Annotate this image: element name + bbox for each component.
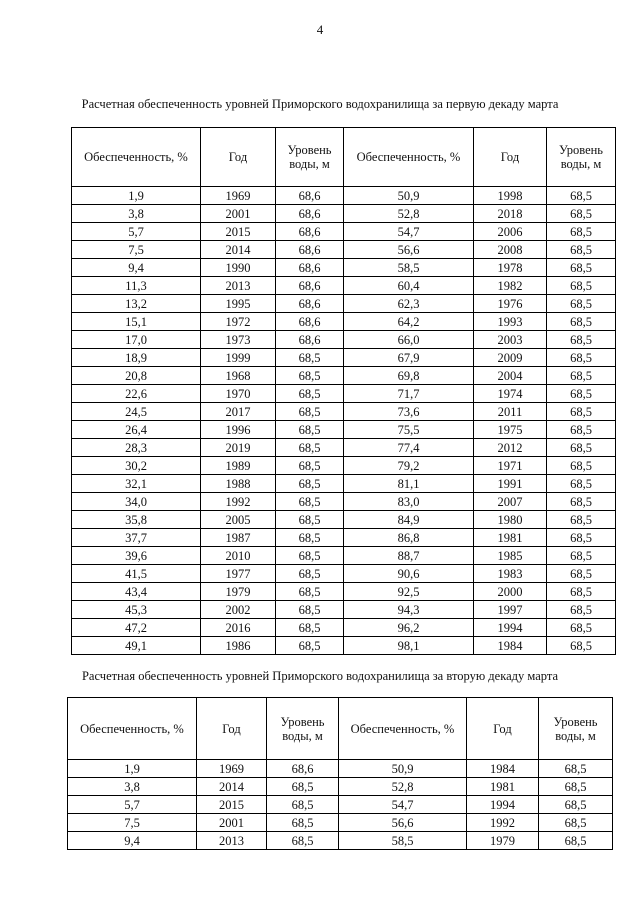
table2-cell: 68,5: [267, 832, 339, 850]
table2-cell: 5,7: [68, 796, 197, 814]
table1-cell: 1,9: [72, 187, 201, 205]
table1-cell: 2009: [474, 349, 547, 367]
table1-cell: 68,5: [547, 511, 616, 529]
table1-cell: 68,6: [276, 331, 344, 349]
table1-cell: 68,5: [276, 475, 344, 493]
table1-cell: 1969: [201, 187, 276, 205]
table1-cell: 20,8: [72, 367, 201, 385]
table2-cell: 54,7: [339, 796, 467, 814]
table1-cell: 68,5: [547, 547, 616, 565]
table1-row: [72, 511, 616, 529]
table1-cell: 18,9: [72, 349, 201, 367]
table1-cell: 68,5: [276, 349, 344, 367]
table2-header-cell: Обеспеченность, %: [339, 698, 467, 760]
table1-row: [72, 403, 616, 421]
table1-cell: 68,5: [547, 619, 616, 637]
table1-cell: 35,8: [72, 511, 201, 529]
table1-cell: 68,5: [276, 403, 344, 421]
table1-cell: 96,2: [344, 619, 474, 637]
table1-cell: 68,5: [547, 439, 616, 457]
table1-cell: 79,2: [344, 457, 474, 475]
table1-cell: 1995: [201, 295, 276, 313]
table1-cell: 2004: [474, 367, 547, 385]
table1-cell: 68,6: [276, 277, 344, 295]
table1-cell: 68,5: [547, 385, 616, 403]
table1-cell: 98,1: [344, 637, 474, 655]
table1-cell: 68,5: [547, 313, 616, 331]
table2-header-cell: Уровень воды, м: [267, 698, 339, 760]
table1-cell: 15,1: [72, 313, 201, 331]
table1-cell: 68,5: [276, 619, 344, 637]
table1-cell: 68,5: [547, 457, 616, 475]
table1-cell: 5,7: [72, 223, 201, 241]
table1-cell: 24,5: [72, 403, 201, 421]
table2-cell: 68,5: [539, 814, 613, 832]
table1-cell: 1989: [201, 457, 276, 475]
table1-cell: 39,6: [72, 547, 201, 565]
table1-row: [72, 583, 616, 601]
table1-cell: 2011: [474, 403, 547, 421]
table1-cell: 32,1: [72, 475, 201, 493]
table2-cell: 68,5: [267, 796, 339, 814]
table1-cell: 60,4: [344, 277, 474, 295]
table1-cell: 68,5: [547, 259, 616, 277]
table1-cell: 77,4: [344, 439, 474, 457]
table1-cell: 68,5: [276, 385, 344, 403]
table1-cell: 68,5: [276, 601, 344, 619]
table1-cell: 1992: [201, 493, 276, 511]
table1-cell: 45,3: [72, 601, 201, 619]
table1-cell: 2008: [474, 241, 547, 259]
table1-row: [72, 637, 616, 655]
page-number: 4: [316, 22, 324, 37]
table1-cell: 7,5: [72, 241, 201, 259]
table1-cell: 68,5: [547, 637, 616, 655]
table1-row: [72, 457, 616, 475]
table1-cell: 83,0: [344, 493, 474, 511]
table2-cell: 1,9: [68, 760, 197, 778]
table1-cell: 1981: [474, 529, 547, 547]
table1-row: [72, 241, 616, 259]
table1-cell: 1968: [201, 367, 276, 385]
table1-cell: 69,8: [344, 367, 474, 385]
table1-cell: 71,7: [344, 385, 474, 403]
table1-cell: 68,5: [547, 295, 616, 313]
table1-row: [72, 619, 616, 637]
table1-cell: 34,0: [72, 493, 201, 511]
table1-cell: 9,4: [72, 259, 201, 277]
table1-header-row: [72, 128, 616, 187]
table1-cell: 68,5: [276, 565, 344, 583]
table1-cell: 2000: [474, 583, 547, 601]
table1-cell: 68,5: [276, 457, 344, 475]
table2-cell: 1981: [467, 778, 539, 796]
table1-cell: 1986: [201, 637, 276, 655]
table2-row: [68, 778, 613, 796]
table1-cell: 2001: [201, 205, 276, 223]
table1-cell: 68,5: [547, 205, 616, 223]
table1-cell: 64,2: [344, 313, 474, 331]
table2-cell: 1992: [467, 814, 539, 832]
table1-cell: 2013: [201, 277, 276, 295]
table1-cell: 2006: [474, 223, 547, 241]
table1-cell: 68,5: [276, 493, 344, 511]
table1-cell: 2012: [474, 439, 547, 457]
table1-cell: 1977: [201, 565, 276, 583]
table2-cell: 68,5: [539, 760, 613, 778]
table1-cell: 1980: [474, 511, 547, 529]
table1-cell: 68,5: [276, 439, 344, 457]
table1-cell: 68,5: [547, 331, 616, 349]
table1-cell: 17,0: [72, 331, 201, 349]
table1-cell: 68,5: [276, 583, 344, 601]
table1-cell: 2003: [474, 331, 547, 349]
table1-header-cell: Обеспеченность, %: [344, 128, 474, 187]
table1-cell: 68,5: [547, 349, 616, 367]
table1-cell: 1971: [474, 457, 547, 475]
table1-cell: 28,3: [72, 439, 201, 457]
table1-cell: 88,7: [344, 547, 474, 565]
table1-header-cell: Год: [201, 128, 276, 187]
table1-cell: 1994: [474, 619, 547, 637]
table2-row: [68, 796, 613, 814]
table1-cell: 75,5: [344, 421, 474, 439]
table1-row: [72, 313, 616, 331]
table1-row: [72, 493, 616, 511]
table1-cell: 1988: [201, 475, 276, 493]
table1-cell: 1973: [201, 331, 276, 349]
table1-cell: 41,5: [72, 565, 201, 583]
table1-cell: 1984: [474, 637, 547, 655]
table1-cell: 1978: [474, 259, 547, 277]
table1-row: [72, 367, 616, 385]
table1-header-cell: Обеспеченность, %: [72, 128, 201, 187]
table1-row: [72, 547, 616, 565]
table1-cell: 1999: [201, 349, 276, 367]
table1-row: [72, 385, 616, 403]
table2-cell: 68,5: [539, 832, 613, 850]
table1-cell: 1975: [474, 421, 547, 439]
table1-cell: 30,2: [72, 457, 201, 475]
table1-cell: 68,6: [276, 295, 344, 313]
table1-row: [72, 601, 616, 619]
table1-cell: 47,2: [72, 619, 201, 637]
table1-cell: 68,5: [547, 475, 616, 493]
table1-cell: 90,6: [344, 565, 474, 583]
table1-cell: 52,8: [344, 205, 474, 223]
table1-cell: 68,6: [276, 259, 344, 277]
table1-cell: 49,1: [72, 637, 201, 655]
table2-cell: 68,5: [267, 778, 339, 796]
table1-cell: 68,5: [547, 583, 616, 601]
table1-cell: 2014: [201, 241, 276, 259]
table1-cell: 94,3: [344, 601, 474, 619]
table2-cell: 1969: [197, 760, 267, 778]
table2-cell: 2001: [197, 814, 267, 832]
table1-row: [72, 331, 616, 349]
table1-cell: 68,5: [547, 421, 616, 439]
table2-cell: 1984: [467, 760, 539, 778]
table1-cell: 2015: [201, 223, 276, 241]
table1-cell: 62,3: [344, 295, 474, 313]
table1-row: [72, 223, 616, 241]
table1-row: [72, 277, 616, 295]
table1-cell: 68,5: [276, 529, 344, 547]
table1-cell: 1976: [474, 295, 547, 313]
table2-header-cell: Уровень воды, м: [539, 698, 613, 760]
table1-header-cell: Уровень воды, м: [547, 128, 616, 187]
table1-row: [72, 295, 616, 313]
table1-cell: 2019: [201, 439, 276, 457]
table2-row: [68, 760, 613, 778]
table1-cell: 37,7: [72, 529, 201, 547]
table1-row: [72, 529, 616, 547]
table1-cell: 1970: [201, 385, 276, 403]
table1-cell: 1991: [474, 475, 547, 493]
table1-row: [72, 565, 616, 583]
table1-cell: 1997: [474, 601, 547, 619]
table1-cell: 68,5: [276, 511, 344, 529]
table1-cell: 1993: [474, 313, 547, 331]
table1-row: [72, 475, 616, 493]
table1-row: [72, 349, 616, 367]
table2-header-row: [68, 698, 613, 760]
table1-cell: 68,5: [547, 223, 616, 241]
table2: [67, 697, 613, 850]
table1-cell: 43,4: [72, 583, 201, 601]
table1-cell: 68,6: [276, 205, 344, 223]
table1-row: [72, 187, 616, 205]
table1-cell: 56,6: [344, 241, 474, 259]
table1-cell: 1996: [201, 421, 276, 439]
table2-cell: 1979: [467, 832, 539, 850]
table1-cell: 84,9: [344, 511, 474, 529]
table2-header-cell: Год: [197, 698, 267, 760]
table1-cell: 68,5: [276, 547, 344, 565]
table2-header-cell: Обеспеченность, %: [68, 698, 197, 760]
table1-cell: 68,6: [276, 223, 344, 241]
table1-cell: 1974: [474, 385, 547, 403]
table2-cell: 7,5: [68, 814, 197, 832]
table1-cell: 68,5: [547, 493, 616, 511]
table1-cell: 92,5: [344, 583, 474, 601]
table1-cell: 67,9: [344, 349, 474, 367]
table1-cell: 68,5: [547, 601, 616, 619]
table1-cell: 1979: [201, 583, 276, 601]
table2-cell: 2013: [197, 832, 267, 850]
table1-cell: 26,4: [72, 421, 201, 439]
table1-cell: 81,1: [344, 475, 474, 493]
table1-cell: 1987: [201, 529, 276, 547]
table2-cell: 2015: [197, 796, 267, 814]
table1: [71, 127, 616, 655]
table1-cell: 68,6: [276, 241, 344, 259]
table1-cell: 13,2: [72, 295, 201, 313]
table1-header-cell: Год: [474, 128, 547, 187]
table1-row: [72, 259, 616, 277]
table1-cell: 1982: [474, 277, 547, 295]
table1-cell: 68,5: [547, 403, 616, 421]
table2-row: [68, 832, 613, 850]
table1-cell: 68,6: [276, 313, 344, 331]
table1-cell: 68,5: [547, 277, 616, 295]
table1-cell: 54,7: [344, 223, 474, 241]
table1-cell: 68,5: [547, 187, 616, 205]
table2-cell: 9,4: [68, 832, 197, 850]
table1-cell: 2016: [201, 619, 276, 637]
table2-cell: 2014: [197, 778, 267, 796]
table1-cell: 68,5: [276, 637, 344, 655]
table1-cell: 68,5: [547, 241, 616, 259]
table2-cell: 68,6: [267, 760, 339, 778]
table1-row: [72, 421, 616, 439]
table1-cell: 86,8: [344, 529, 474, 547]
table1-cell: 1983: [474, 565, 547, 583]
table1-cell: 1990: [201, 259, 276, 277]
table1-cell: 11,3: [72, 277, 201, 295]
table2-cell: 56,6: [339, 814, 467, 832]
table1-cell: 2007: [474, 493, 547, 511]
table2-cell: 1994: [467, 796, 539, 814]
table1-row: [72, 439, 616, 457]
table2-cell: 3,8: [68, 778, 197, 796]
table1-cell: 58,5: [344, 259, 474, 277]
table1-cell: 68,5: [276, 421, 344, 439]
table1-cell: 50,9: [344, 187, 474, 205]
table1-cell: 1972: [201, 313, 276, 331]
table1-cell: 1985: [474, 547, 547, 565]
table1-cell: 1998: [474, 187, 547, 205]
table2-row: [68, 814, 613, 832]
table1-cell: 66,0: [344, 331, 474, 349]
table1-cell: 68,5: [547, 529, 616, 547]
table1-cell: 73,6: [344, 403, 474, 421]
table2-cell: 52,8: [339, 778, 467, 796]
table1-row: [72, 205, 616, 223]
table1-cell: 2010: [201, 547, 276, 565]
table1-cell: 68,5: [547, 565, 616, 583]
table1-cell: 68,5: [547, 367, 616, 385]
table2-cell: 58,5: [339, 832, 467, 850]
table1-cell: 2017: [201, 403, 276, 421]
table1-cell: 2002: [201, 601, 276, 619]
table2-cell: 50,9: [339, 760, 467, 778]
table2-cell: 68,5: [539, 796, 613, 814]
table2-cell: 68,5: [539, 778, 613, 796]
table2-header-cell: Год: [467, 698, 539, 760]
table1-cell: 2018: [474, 205, 547, 223]
table2-caption: Расчетная обеспеченность уровней Приморского водохранилища за вторую декаду марта: [81, 669, 558, 683]
table2-cell: 68,5: [267, 814, 339, 832]
table1-cell: 3,8: [72, 205, 201, 223]
table1-cell: 68,6: [276, 187, 344, 205]
table1-cell: 22,6: [72, 385, 201, 403]
table1-header-cell: Уровень воды, м: [276, 128, 344, 187]
table1-caption: Расчетная обеспеченность уровней Приморского водохранилища за первую декаду марта: [81, 97, 559, 111]
table1-cell: 2005: [201, 511, 276, 529]
table1-cell: 68,5: [276, 367, 344, 385]
